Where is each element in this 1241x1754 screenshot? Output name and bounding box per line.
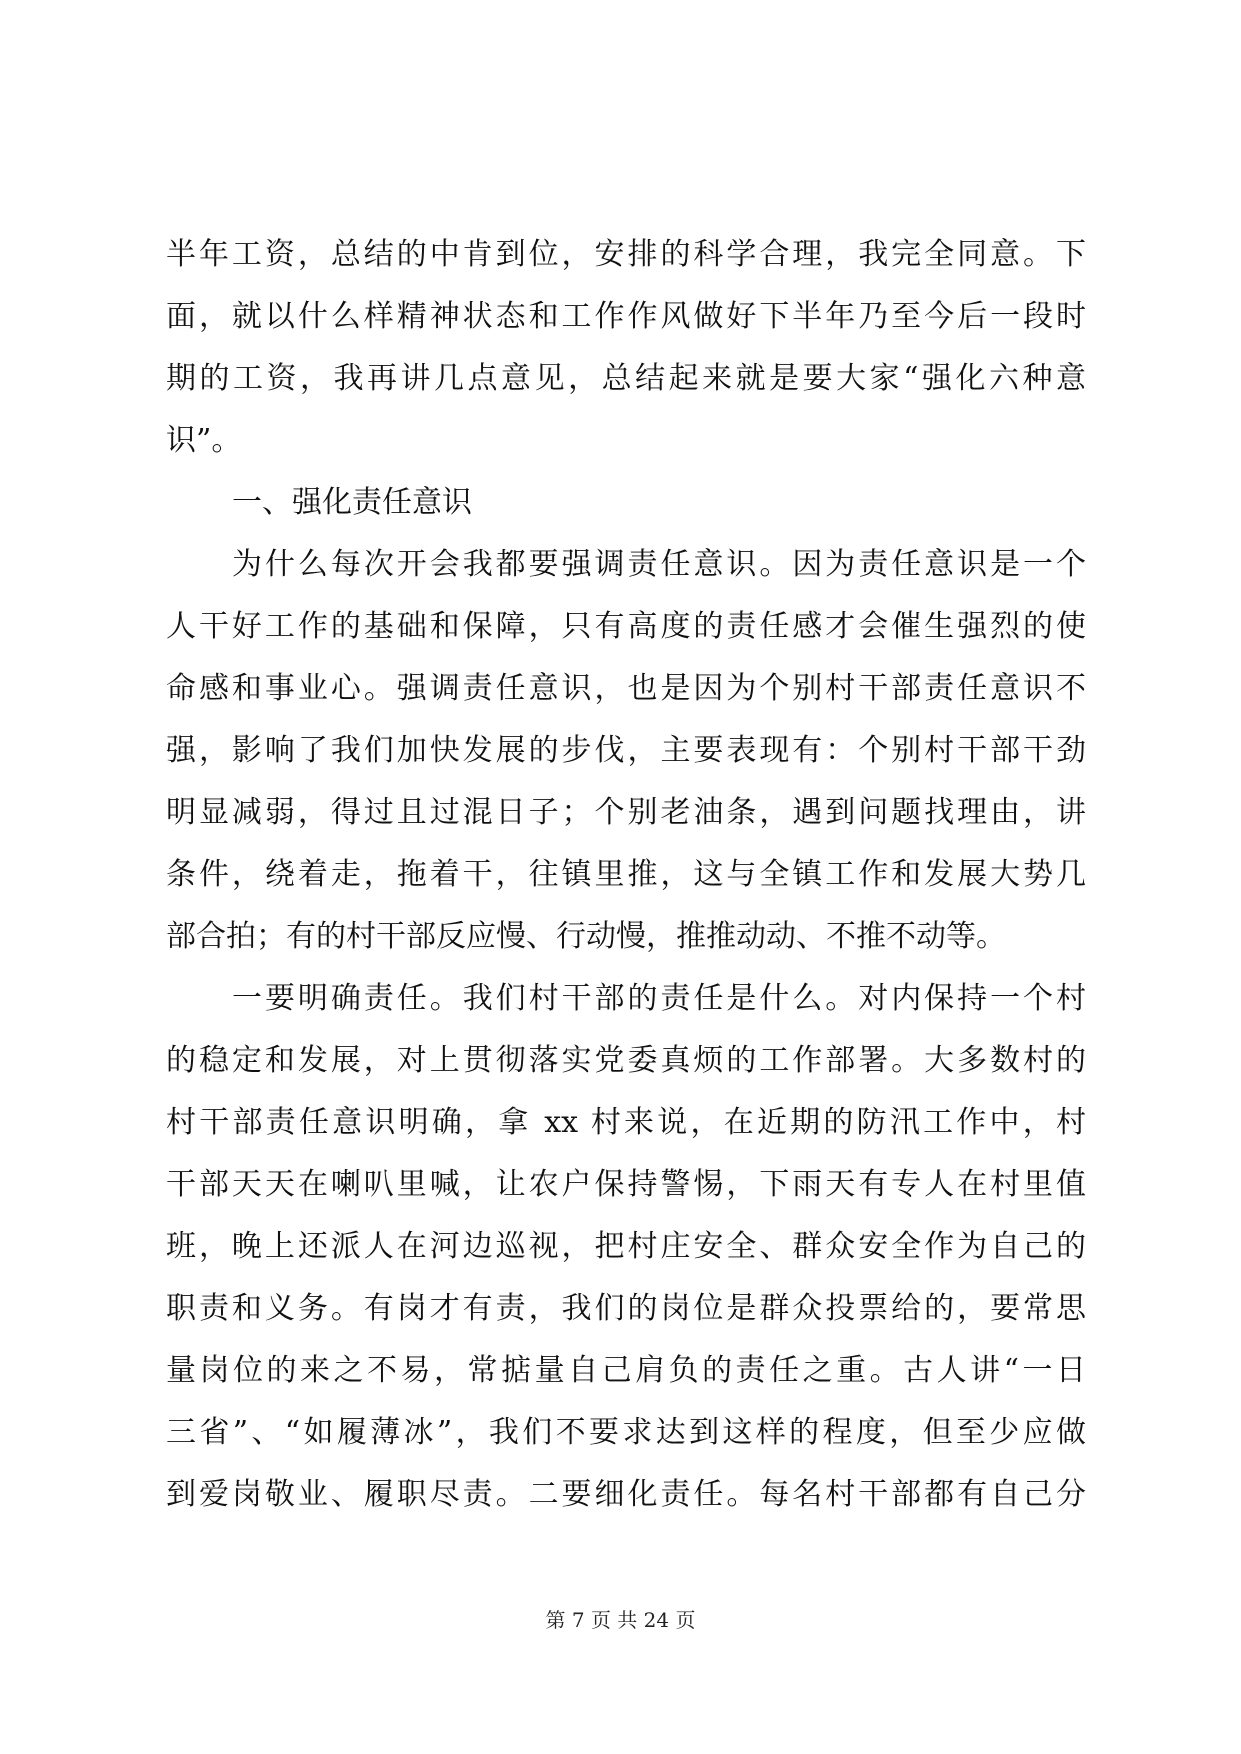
text-line: 面，就以什么样精神状态和工作作风做好下半年乃至今后一段时: [166, 299, 1086, 334]
page-footer: 第 7 页 共 24 页: [545, 1608, 696, 1632]
text-line: 人干好工作的基础和保障，只有高度的责任感才会催生强烈的使: [166, 609, 1086, 644]
text-line: 识”。: [166, 423, 242, 458]
text-line: 明显减弱，得过且过混日子；个别老油条，遇到问题找理由，讲: [166, 795, 1086, 830]
text-line: 干部天天在喇叭里喊，让农户保持警惕，下雨天有专人在村里值: [166, 1167, 1086, 1202]
text-line: 村干部责任意识明确，拿 xx 村来说，在近期的防汛工作中，村: [166, 1105, 1086, 1140]
text-line: 部合拍；有的村干部反应慢、行动慢，推推动动、不推不动等。: [166, 919, 1006, 954]
section-heading: 一、强化责任意识: [232, 485, 472, 520]
text-line: 的稳定和发展，对上贯彻落实党委真烦的工作部署。大多数村的: [166, 1043, 1086, 1078]
text-line: 职责和义务。有岗才有责，我们的岗位是群众投票给的，要常思: [166, 1291, 1086, 1326]
document-body: [166, 224, 1086, 1526]
text-line: 条件，绕着走，拖着干，往镇里推，这与全镇工作和发展大势几: [166, 857, 1086, 892]
text-line: 量岗位的来之不易，常掂量自己肩负的责任之重。古人讲“一日: [166, 1353, 1086, 1388]
text-line: 为什么每次开会我都要强调责任意识。因为责任意识是一个: [232, 547, 1086, 582]
text-line: 到爱岗敬业、履职尽责。二要细化责任。每名村干部都有自己分: [166, 1477, 1086, 1512]
text-line: 期的工资，我再讲几点意见，总结起来就是要大家“强化六种意: [166, 361, 1086, 396]
text-line: 三省”、“如履薄冰”，我们不要求达到这样的程度，但至少应做: [166, 1415, 1086, 1450]
text-line: 强，影响了我们加快发展的步伐，主要表现有：个别村干部干劲: [166, 733, 1086, 768]
text-line: 命感和事业心。强调责任意识，也是因为个别村干部责任意识不: [166, 671, 1086, 706]
text-line: 班，晚上还派人在河边巡视，把村庄安全、群众安全作为自己的: [166, 1229, 1086, 1264]
text-line: 一要明确责任。我们村干部的责任是什么。对内保持一个村: [232, 981, 1086, 1016]
text-line: 半年工资，总结的中肯到位，安排的科学合理，我完全同意。下: [166, 237, 1086, 272]
